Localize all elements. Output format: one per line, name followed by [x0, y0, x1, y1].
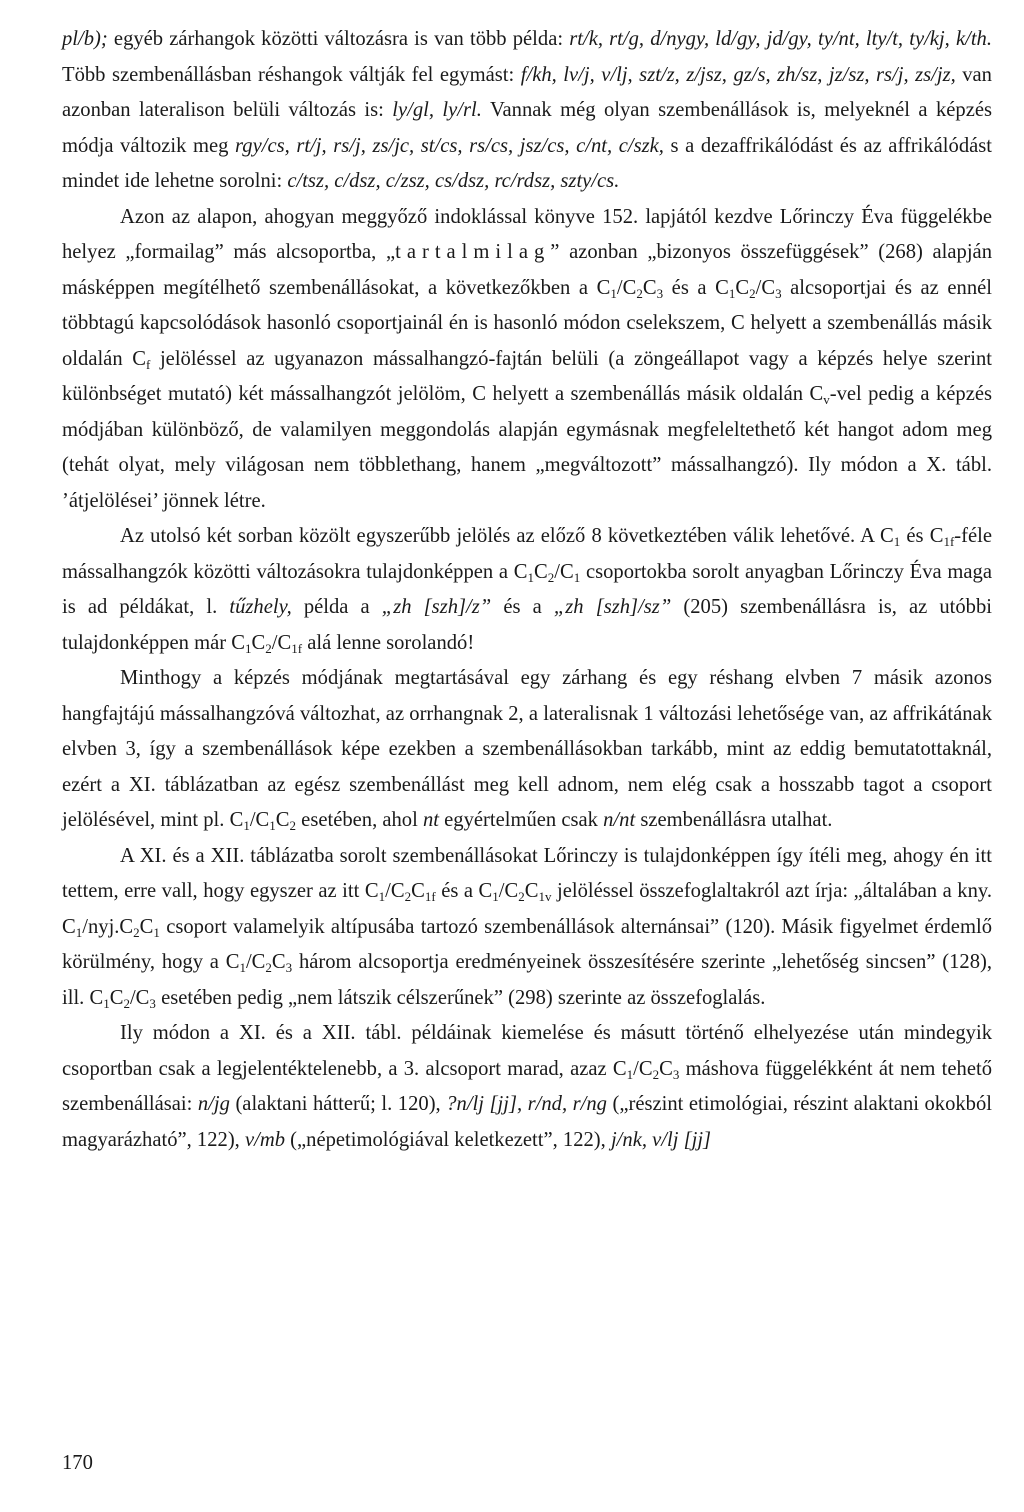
subscript: 2 — [749, 285, 756, 301]
subscript: 1 — [239, 960, 246, 975]
italic-example: „zh [szh]/z” — [381, 596, 492, 618]
subscript: 1 — [492, 889, 499, 904]
subscript: 1f — [291, 640, 303, 656]
subscript: 1 — [75, 924, 83, 940]
subscript: 2 — [265, 640, 272, 656]
subscript: 1 — [527, 569, 535, 585]
italic-example: rt/k, rt/g, d/nygy, ld/gy, jd/gy, ty/nt, lty/t, ty/kj, k/th. — [569, 28, 993, 50]
subscript: 2 — [518, 889, 525, 904]
subscript: 2 — [289, 818, 297, 833]
subscript: 1 — [378, 889, 386, 904]
subscript: 1f — [424, 889, 436, 904]
paragraph: A XI. és a XII. táblázatba sorolt szembenállásokat Lőrinczy is tulajdonképpen így ítéli meg, ahogy én itt tettem, erre vall, hogy egyszer az itt $C_1/C_2C_{1f}$ és a $C_1/C_2C_{1v}$ jelöléssel összefoglaltakról azt írja: „általában a kny. $C_1/nyj.C_2C_1$ csoport valamelyik altípusába tartozó szembenállások alternánsai” (120). Másik figyelmet érdemlő körülmény, hogy a $C_1/C_2C_3$ három alcsoportja eredményeinek összesítésére szerinte „lehetőség sincsen” (128), ill. $C_1C_2/C_3$ esetében pedig „nem látszik célszerűnek” (298) szerinte az összefoglalás. — [62, 844, 992, 1011]
italic-example: nt — [422, 809, 440, 831]
italic-example: tűzhely, — [229, 596, 292, 618]
italic-example: ?n/lj [jj], r/nd, r/ng — [446, 1093, 607, 1115]
italic-example: j/nk, v/lj [jj] — [610, 1128, 712, 1151]
subscript: 3 — [775, 285, 782, 301]
subscript: 2 — [133, 924, 140, 940]
italic-example: v/mb — [244, 1128, 286, 1151]
subscript: 2 — [547, 569, 555, 585]
subscript: 1 — [728, 285, 736, 301]
subscript: 3 — [149, 995, 156, 1011]
subscript: 1 — [610, 285, 617, 301]
subscript: 1 — [243, 818, 250, 833]
italic-example: c/tsz, c/dsz, c/zsz, cs/dsz, rc/rdsz, szty/cs. — [287, 170, 620, 192]
italic-example: pl/b); — [62, 28, 108, 50]
subscript: 2 — [265, 960, 272, 975]
paragraph: pl/b); egyéb zárhangok közötti változásra is van több példa: rt/k, rt/g, d/nygy, ld/gy, jd/gy, ty/nt, lty/t, ty/kj, k/th. Több szembenállásban réshangok váltják fel egymást: f/kh, lv/j, v/lj, szt/z, z/jsz, gz/s, zh/sz, jz/sz, rs/j, zs/jz, van azonban lateralison belüli változás is: ly/gl, ly/rl. Vannak még olyan szembenállások is, melyeknél a képzés módja változik meg rgy/cs, rt/j, rs/j, zs/jc, st/cs, rs/cs, jsz/cs, c/nt, c/szk, s a dezaffrikálódást és az affrikálódást mindet ide lehetne sorolni: c/tsz, c/dsz, c/zsz, cs/dsz, rc/rdsz, szty/cs. — [62, 28, 993, 192]
subscript: 2 — [404, 889, 412, 904]
italic-example: n/jg — [197, 1093, 230, 1115]
subscript: 3 — [285, 960, 293, 975]
italic-example: n/nt — [603, 809, 636, 831]
spaced-emphasis: tartalmilag — [395, 241, 551, 263]
italic-example: „zh [szh]/sz” — [553, 596, 672, 618]
subscript: 1 — [573, 569, 581, 585]
subscript: 1 — [893, 534, 901, 549]
subscript: 1 — [153, 924, 160, 940]
subscript: f — [145, 356, 151, 372]
subscript: 1 — [245, 640, 252, 656]
page-number: 170 — [62, 1452, 93, 1474]
subscript: 1 — [269, 818, 276, 833]
subscript: 1 — [626, 1066, 634, 1082]
italic-example: ly/gl, ly/rl. — [392, 99, 482, 121]
subscript: 3 — [656, 285, 664, 301]
subscript: v — [823, 392, 830, 407]
paragraph: Azon az alapon, ahogyan meggyőző indoklással könyve 152. lapjától kezdve Lőrinczy Éva függelékbe helyez „formailag” más alcsoportba, „tartalmilag” azonban „bizonyos összefüggések” (268) alapján másképpen megítélhető szembenállásokat, a következőkben a $C_1/C_2C_3$ és a $C_1C_2/C_3$ alcsoportjai és az ennél többtagú kapcsolódások hasonló csoportjainál én is hasonló módon cselekszem, C helyett a szembenállás másik oldalán $C_f$ jelöléssel az ugyanazon mássalhangzó-fajtán belüli (a zöngeállapot vagy a képzés helye szerint különbséget mutató) két mássalhangzót jelölöm, C helyett a szembenállás másik oldalán $C_v$-vel pedig a képzés módjában különböző, de valamilyen meggondolás alapján egymásnak megfeleltethető két hangot adom meg (tehát olyat, mely világosan nem többlethang, hanem „megváltozott” mássalhangzó). Ily módon a X. tábl. ’átjelölései’ jönnek létre. — [62, 205, 993, 512]
subscript: 2 — [652, 1066, 660, 1082]
subscript: 1 — [103, 995, 110, 1011]
subscript: 1v — [538, 889, 552, 904]
italic-example: rgy/cs, rt/j, rs/j, zs/jc, st/cs, rs/cs, jsz/cs, c/nt, c/szk, — [235, 134, 664, 157]
paragraph: Az utolsó két sorban közölt egyszerűbb jelölés az előző 8 következtében válik lehetővé. A $C_1$ és $C_{1f}$-féle mássalhangzók közötti változásokra tulajdonképpen a $C_1C_2/C_1$ csoportokba sorolt anyagban Lőrinczy Éva maga is ad példákat, l. tűzhely, példa a „zh [szh]/z” és a „zh [szh]/sz” (205) szembenállásra is, az utóbbi tulajdonképpen már $C_1C_2/C_{1f}$ alá lenne sorolandó! — [62, 525, 992, 656]
italic-example: f/kh, lv/j, v/lj, szt/z, z/jsz, gz/s, zh/sz, jz/sz, rs/j, zs/jz, — [520, 63, 956, 86]
subscript: 1f — [943, 534, 955, 549]
subscript: 3 — [672, 1066, 680, 1082]
subscript: 2 — [123, 995, 130, 1011]
paragraph: Ily módon a XI. és a XII. tábl. példáinak kiemelése és másutt történő elhelyezése után mindegyik csoportban csak a legjelentéktelenebb, a 3. alcsoport marad, azaz $C_1/C_2C_3$ máshova függelékként át nem tehető szembenállásai: n/jg (alaktani hátterű; l. 120), ?n/lj [jj], r/nd, r/ng („részint etimológiai, részint alaktani okokból magyarázható”, 122), v/mb („népetimológiával keletkezett”, 122), j/nk, v/lj [jj] — [62, 1022, 992, 1151]
paragraph: Minthogy a képzés módjának megtartásával egy zárhang és egy réshang elvben 7 másik azonos hangfajtájú mássalhangzóvá változhat, az orrhangnak 2, a lateralisnak 1 változási lehetősége van, az affrikátának elvben 3, így a szembenállások képe ezekben a szembenállásokban tarkább, mint az eddig bemutatottaknál, ezért a XI. táblázatban az egész szembenállást meg kell adnom, nem elég csak a hosszabb tagot a csoport jelölésével, mint pl. $C_1/C_1C_2$ esetében, ahol nt egyértelműen csak n/nt szembenállásra utalhat. — [62, 667, 992, 833]
page-body — [62, 22, 992, 1158]
subscript: 2 — [636, 285, 643, 301]
